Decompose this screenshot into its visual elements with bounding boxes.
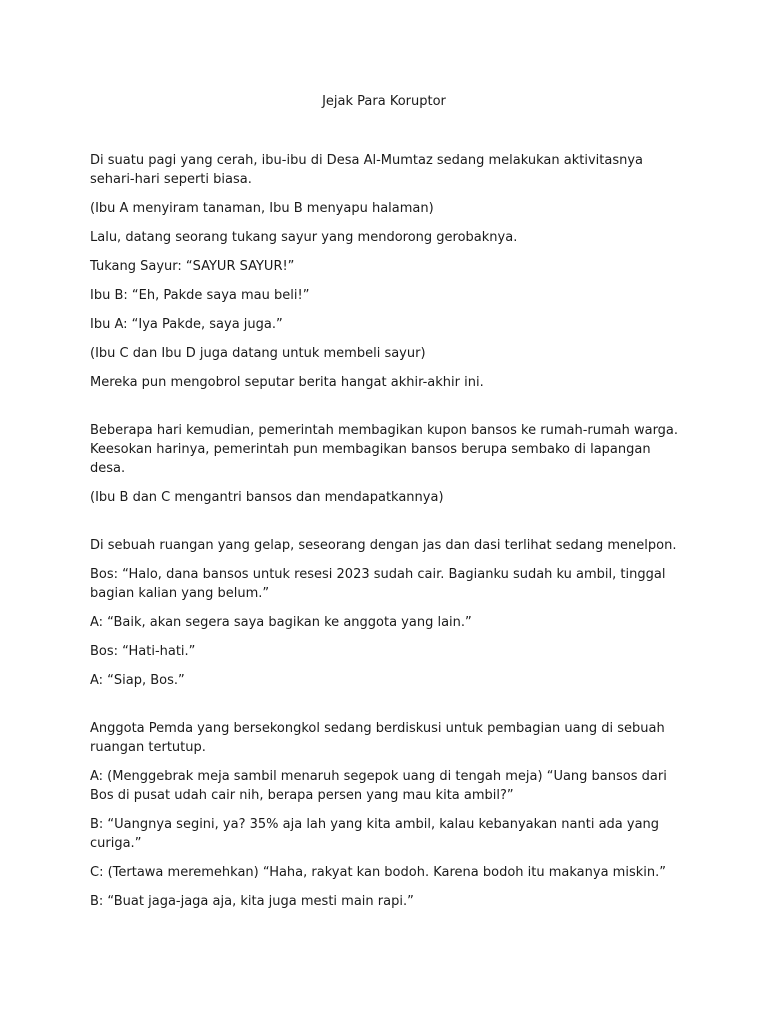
paragraph: Ibu B: “Eh, Pakde saya mau beli!” [90,288,310,303]
document-title: Jejak Para Koruptor [322,94,446,109]
paragraph: C: (Tertawa meremehkan) “Haha, rakyat kan bodoh. Karena bodoh itu makanya miskin.” [90,865,666,880]
paragraph: Di suatu pagi yang cerah, ibu-ibu di Desa Al-Mumtaz sedang melakukan aktivitasnya sehari-hari seperti biasa. [90,153,644,187]
paragraph: Ibu A: “Iya Pakde, saya juga.” [90,317,283,332]
paragraph: Bos: “Hati-hati.” [90,644,196,659]
paragraph: (Ibu C dan Ibu D juga datang untuk membeli sayur) [90,346,426,361]
paragraph: A: “Baik, akan segera saya bagikan ke anggota yang lain.” [90,615,472,630]
paragraph: Lalu, datang seorang tukang sayur yang mendorong gerobaknya. [90,230,518,245]
document-body [90,151,680,921]
paragraph: B: “Uangnya segini, ya? 35% aja lah yang kita ambil, kalau kebanyakan nanti ada yang curiga.” [90,817,660,851]
paragraph: Beberapa hari kemudian, pemerintah membagikan kupon bansos ke rumah-rumah warga. Keesokan harinya, pemerintah pun membagikan bansos berupa sembako di lapangan desa. [90,423,679,476]
paragraph: A: “Siap, Bos.” [90,673,185,688]
paragraph: B: “Buat jaga-jaga aja, kita juga mesti main rapi.” [90,894,414,909]
paragraph: Anggota Pemda yang bersekongkol sedang berdiskusi untuk pembagian uang di sebuah ruangan tertutup. [90,721,665,755]
paragraph: Tukang Sayur: “SAYUR SAYUR!” [90,259,295,274]
paragraph: Mereka pun mengobrol seputar berita hangat akhir-akhir ini. [90,375,484,390]
paragraph: (Ibu B dan C mengantri bansos dan mendapatkannya) [90,490,444,505]
paragraph: Bos: “Halo, dana bansos untuk resesi 2023 sudah cair. Bagianku sudah ku ambil, tinggal bagian kalian yang belum.” [90,567,666,601]
paragraph: A: (Menggebrak meja sambil menaruh segepok uang di tengah meja) “Uang bansos dari Bos di pusat udah cair nih, berapa persen yang mau kita ambil?” [90,769,667,803]
paragraph: Di sebuah ruangan yang gelap, seseorang dengan jas dan dasi terlihat sedang menelpon. [90,538,677,553]
paragraph: (Ibu A menyiram tanaman, Ibu B menyapu halaman) [90,201,434,216]
